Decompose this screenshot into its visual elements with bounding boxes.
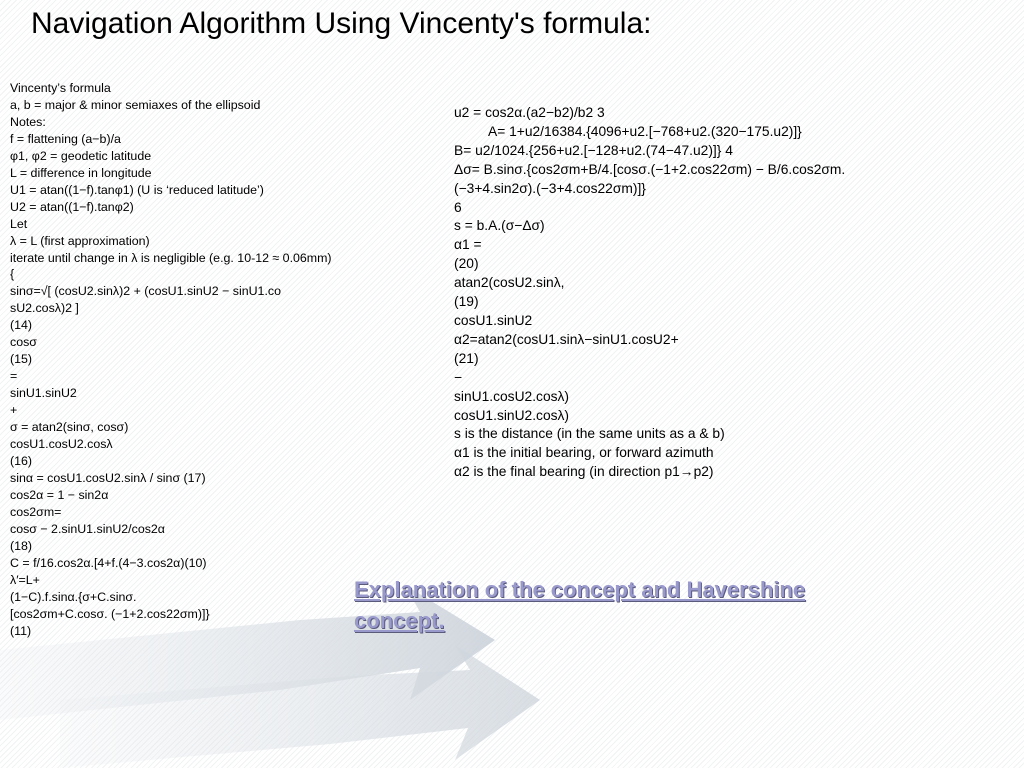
formula-line: sinU1.sinU2	[10, 386, 77, 401]
formula-line: sinU1.cosU2.cosλ)	[454, 388, 570, 404]
formula-line: a, b = major & minor semiaxes of the ellipsoid	[10, 97, 261, 112]
formula-line: (11)	[10, 623, 32, 638]
formula-line: (20)	[454, 256, 479, 272]
formula-line: (19)	[454, 294, 479, 310]
formula-line: cosU1.sinU2	[454, 312, 533, 328]
formula-line: sinσ=√[ (cosU2.sinλ)2 + (cosU1.sinU2 − sinU1.co	[10, 284, 281, 299]
formula-line: (−3+4.sin2σ).(−3+4.cos22σm)]}	[454, 180, 646, 196]
formula-line: cosσ	[10, 335, 37, 350]
formula-line: λ′=L+	[10, 572, 40, 587]
formula-line: α1 is the initial bearing, or forward azimuth	[454, 445, 714, 461]
formula-line: (21)	[454, 350, 479, 366]
formula-line: φ1, φ2 = geodetic latitude	[10, 148, 152, 163]
explanation-link[interactable]: Explanation of the concept and Havershine concept.	[354, 577, 806, 633]
formula-line: α2 is the final bearing (in direction p1→p2)	[454, 464, 714, 480]
formula-line: (15)	[10, 352, 33, 367]
formula-line: iterate until change in λ is negligible (e.g. 10-12 ≈ 0.06mm)	[10, 250, 332, 265]
formula-line: L = difference in longitude	[10, 165, 152, 180]
left-formula-column	[10, 80, 332, 639]
formula-line: Δσ= B.sinσ.{cos2σm+B/4.[cosσ.(−1+2.cos22σm) − B/6.cos2σm.	[454, 161, 846, 177]
formula-line: {	[10, 267, 15, 282]
formula-line: λ = L (first approximation)	[10, 233, 150, 248]
formula-line: f = flattening (a−b)/a	[10, 131, 121, 146]
formula-line: (16)	[10, 453, 33, 468]
formula-line: Vincenty’s formula	[10, 81, 111, 95]
formula-line: (1−C).f.sinα.{σ+C.sinσ.	[10, 589, 137, 604]
formula-line: (18)	[10, 538, 33, 553]
formula-line: −	[454, 369, 463, 385]
formula-line: (14)	[10, 318, 33, 333]
formula-line: sinα = cosU1.cosU2.sinλ / sinσ (17)	[10, 470, 206, 485]
formula-line: σ = atan2(sinσ, cosσ)	[10, 420, 129, 435]
formula-line: 6	[454, 199, 462, 215]
formula-line: Notes:	[10, 114, 46, 129]
formula-line: U1 = atan((1−f).tanφ1) (U is ‘reduced latitude’)	[10, 182, 264, 197]
formula-line: U2 = atan((1−f).tanφ2)	[10, 199, 134, 214]
formula-line: s = b.A.(σ−Δσ)	[454, 218, 545, 234]
formula-line: α1 =	[454, 237, 482, 253]
formula-line: s is the distance (in the same units as a & b)	[454, 426, 725, 442]
formula-line: cosU1.sinU2.cosλ)	[454, 407, 570, 423]
formula-line: =	[10, 369, 18, 384]
formula-line: cos2α = 1 − sin2α	[10, 487, 109, 502]
formula-line: [cos2σm+C.cosσ. (−1+2.cos22σm)]}	[10, 606, 210, 621]
formula-line: α2=atan2(cosU1.sinλ−sinU1.cosU2+	[454, 331, 679, 347]
formula-line: Let	[10, 216, 28, 231]
formula-line: A= 1+u2/16384.{4096+u2.[−768+u2.(320−175.u2)]}	[488, 123, 802, 139]
formula-line: sU2.cosλ)2 ]	[10, 301, 79, 316]
formula-line: cosU1.cosU2.cosλ	[10, 437, 113, 452]
formula-line: B= u2/1024.{256+u2.[−128+u2.(74−47.u2)]} 4	[454, 142, 733, 158]
formula-line: u2 = cos2α.(a2−b2)/b2 3	[454, 105, 605, 120]
page-title: Navigation Algorithm Using Vincenty's formula:	[31, 7, 652, 40]
formula-line: cosσ − 2.sinU1.sinU2/cos2α	[10, 521, 165, 536]
formula-line: +	[10, 403, 18, 418]
formula-line: atan2(cosU2.sinλ,	[454, 275, 565, 291]
formula-line: C = f/16.cos2α.[4+f.(4−3.cos2α)(10)	[10, 555, 207, 570]
formula-line: cos2σm=	[10, 504, 62, 519]
right-formula-column	[454, 104, 845, 482]
